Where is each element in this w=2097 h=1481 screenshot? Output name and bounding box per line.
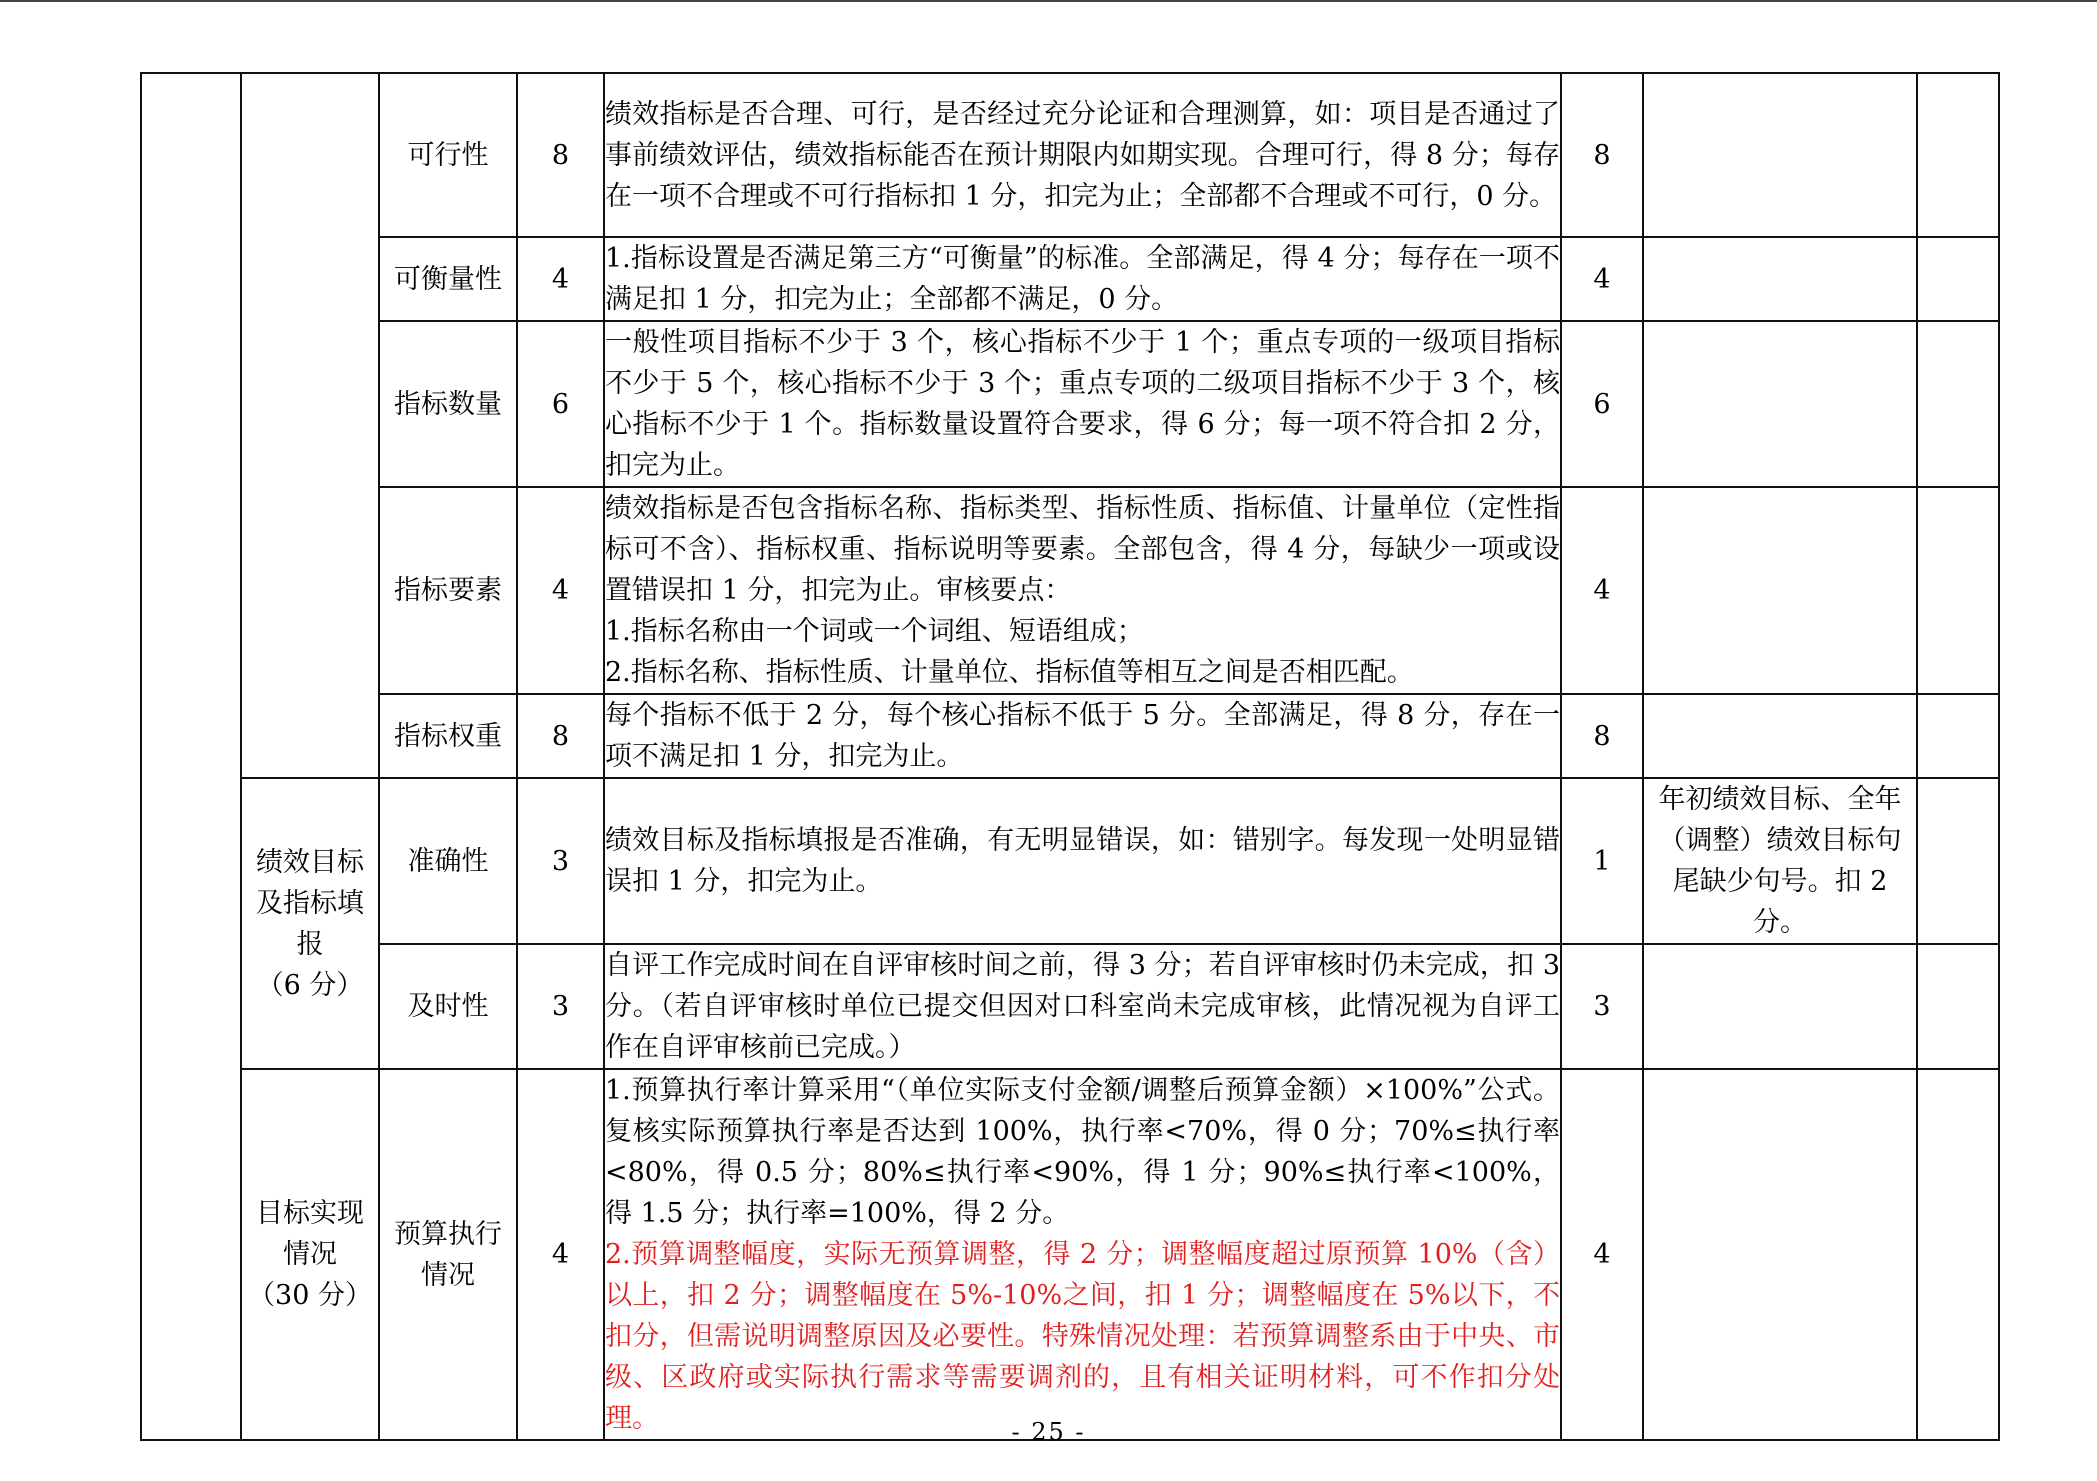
note-line: 年初绩效目标、全年	[1658, 784, 1902, 815]
level2-category-cell	[241, 73, 379, 778]
remark-cell	[1917, 237, 1999, 321]
criteria-paragraph: 2.指标名称、指标性质、计量单位、指标值等相互之间是否相匹配。	[605, 657, 1414, 688]
table-row	[141, 694, 1999, 778]
criteria-paragraph-highlighted: 2.预算调整幅度，实际无预算调整，得 2 分；调整幅度超过原预算 10%（含）以上，扣 2 分；调整幅度在 5%-10%之间，扣 1 分；调整幅度在 5%以下，不扣分，但需说明调整原因及必要性。特殊情况处理：若预算调整系由于中央、市级、区政府或实际执行需求等需要调剂的，且有相关证明材料，可不作扣分处理。	[605, 1239, 1560, 1434]
table-row	[141, 321, 1999, 487]
result-score-cell: 4	[1561, 237, 1643, 321]
remark-cell	[1917, 487, 1999, 694]
deduction-note-cell	[1643, 1069, 1917, 1440]
criteria-cell: 自评工作完成时间在自评审核时间之前，得 3 分；若自评审核时仍未完成，扣 3 分。（若自评审核时单位已提交但因对口科室尚未完成审核，此情况视为自评工作在自评审核前已完成。）	[604, 944, 1561, 1069]
result-score-cell: 1	[1561, 778, 1643, 944]
criteria-paragraph: 绩效指标是否包含指标名称、指标类型、指标性质、指标值、计量单位（定性指标可不含）、指标权重、指标说明等要素。全部包含，得 4 分，每缺少一项或设置错误扣 1 分，扣完为止。审核要点：	[605, 493, 1560, 606]
score-cell: 3	[517, 778, 604, 944]
category-line: 目标实现	[256, 1198, 364, 1229]
criteria-cell: 一般性项目指标不少于 3 个，核心指标不少于 1 个；重点专项的一级项目指标不少于 5 个，核心指标不少于 3 个；重点专项的二级项目指标不少于 3 个，核心指标不少于 1 个。指标数量设置符合要求，得 6 分；每一项不符合扣 2 分，扣完为止。	[604, 321, 1561, 487]
result-score-cell: 8	[1561, 694, 1643, 778]
item-name-cell: 可行性	[379, 73, 517, 237]
deduction-note-cell	[1643, 237, 1917, 321]
top-rule	[0, 0, 2097, 2]
note-line: 尾缺少句号。扣 2 分。	[1672, 866, 1888, 938]
table-row	[141, 944, 1999, 1069]
score-cell: 8	[517, 73, 604, 237]
item-name-cell: 及时性	[379, 944, 517, 1069]
category-line: （30 分）	[248, 1280, 372, 1311]
deduction-note-cell	[1643, 487, 1917, 694]
deduction-note-cell	[1643, 321, 1917, 487]
result-score-cell: 8	[1561, 73, 1643, 237]
category-line: （6 分）	[256, 969, 364, 1001]
category-line: 绩效目标	[256, 846, 364, 878]
result-score-cell: 6	[1561, 321, 1643, 487]
item-name-cell: 指标权重	[379, 694, 517, 778]
table-row	[141, 237, 1999, 321]
remark-cell	[1917, 1069, 1999, 1440]
score-cell: 3	[517, 944, 604, 1069]
table-row	[141, 487, 1999, 694]
result-score-cell: 4	[1561, 1069, 1643, 1440]
level2-category-cell	[241, 1069, 379, 1440]
item-name-cell: 指标要素	[379, 487, 517, 694]
table-row	[141, 778, 1999, 944]
score-cell: 4	[517, 237, 604, 321]
table-row	[141, 73, 1999, 237]
criteria-paragraph: 1.预算执行率计算采用“（单位实际支付金额/调整后预算金额）×100%”公式。复核实际预算执行率是否达到 100%，执行率<70%，得 0 分；70%≤执行率<80%，得 0.5 分；80%≤执行率<90%，得 1 分；90%≤执行率<100%，得 1.5 分；执行率=100%，得 2 分。	[605, 1075, 1560, 1229]
score-cell: 4	[517, 1069, 604, 1440]
deduction-note-cell	[1643, 778, 1917, 944]
category-line: 及指标填	[256, 887, 364, 919]
deduction-note-cell	[1643, 694, 1917, 778]
criteria-cell: 绩效目标及指标填报是否准确，有无明显错误，如：错别字。每发现一处明显错误扣 1 分，扣完为止。	[604, 778, 1561, 944]
score-cell: 8	[517, 694, 604, 778]
category-line: 情况	[283, 1239, 337, 1270]
table-row	[141, 1069, 1999, 1440]
item-name-cell: 准确性	[379, 778, 517, 944]
item-line: 预算执行	[394, 1218, 502, 1250]
item-name-cell	[379, 1069, 517, 1440]
remark-cell	[1917, 73, 1999, 237]
evaluation-table	[140, 72, 2000, 1441]
level1-category-cell	[141, 73, 241, 1440]
level2-category-cell	[241, 778, 379, 1069]
criteria-paragraph: 1.指标名称由一个词或一个词组、短语组成；	[605, 616, 1144, 647]
criteria-cell: 1.指标设置是否满足第三方“可衡量”的标准。全部满足，得 4 分；每存在一项不满足扣 1 分，扣完为止；全部都不满足，0 分。	[604, 237, 1561, 321]
deduction-note-cell	[1643, 944, 1917, 1069]
remark-cell	[1917, 321, 1999, 487]
item-name-cell: 指标数量	[379, 321, 517, 487]
item-name-cell: 可衡量性	[379, 237, 517, 321]
score-cell: 4	[517, 487, 604, 694]
criteria-cell	[604, 487, 1561, 694]
item-line: 情况	[421, 1259, 475, 1291]
criteria-cell	[604, 1069, 1561, 1440]
deduction-note-cell	[1643, 73, 1917, 237]
criteria-cell: 每个指标不低于 2 分，每个核心指标不低于 5 分。全部满足，得 8 分，存在一项不满足扣 1 分，扣完为止。	[604, 694, 1561, 778]
result-score-cell: 4	[1561, 487, 1643, 694]
category-line: 报	[296, 928, 324, 960]
score-cell: 6	[517, 321, 604, 487]
remark-cell	[1917, 944, 1999, 1069]
result-score-cell: 3	[1561, 944, 1643, 1069]
remark-cell	[1917, 778, 1999, 944]
page-number: - 25 -	[1011, 1418, 1086, 1446]
remark-cell	[1917, 694, 1999, 778]
note-line: （调整）绩效目标句	[1658, 825, 1902, 856]
criteria-cell: 绩效指标是否合理、可行，是否经过充分论证和合理测算，如：项目是否通过了事前绩效评估，绩效指标能否在预计期限内如期实现。合理可行，得 8 分；每存在一项不合理或不可行指标扣 1 分，扣完为止；全部都不合理或不可行，0 分。	[604, 73, 1561, 237]
